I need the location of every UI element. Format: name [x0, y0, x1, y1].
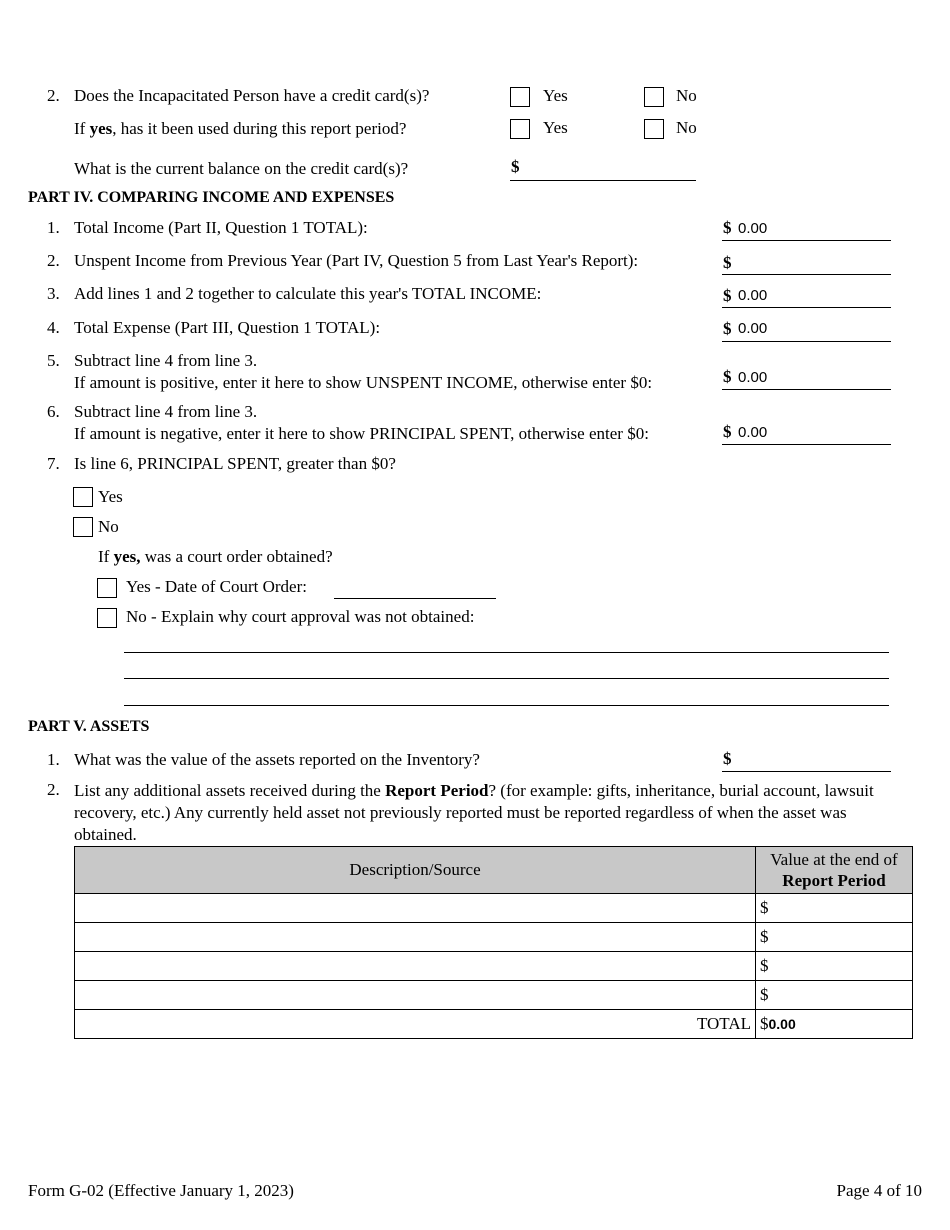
part4-item6-dollar: $ [723, 422, 732, 441]
part4-item2-dollar: $ [723, 253, 732, 272]
part4-item1-dollar: $ [723, 218, 732, 237]
court-no-checkbox[interactable] [97, 608, 117, 628]
credit-used-yes-checkbox[interactable] [510, 119, 530, 139]
value-column-header [756, 847, 913, 894]
explanation-line-3[interactable] [124, 689, 889, 706]
table-row [75, 952, 913, 981]
value-header-line1: Value at the end of [770, 850, 898, 869]
part4-item3-dollar: $ [723, 286, 732, 305]
additional-assets-table [74, 846, 913, 1039]
part4-item4-text: Total Expense (Part III, Question 1 TOTAL): [74, 318, 381, 337]
table-row [75, 923, 913, 952]
part4-item5-number: 5. [47, 351, 60, 370]
description-cell[interactable] [75, 894, 756, 923]
part4-item4-number: 4. [47, 318, 60, 337]
credit-used-no-checkbox[interactable] [644, 119, 664, 139]
description-cell[interactable] [75, 952, 756, 981]
part4-item3-text: Add lines 1 and 2 together to calculate this year's TOTAL INCOME: [74, 284, 542, 303]
part4-item2-text: Unspent Income from Previous Year (Part IV, Question 5 from Last Year's Report): [74, 251, 639, 270]
part4-item5-dollar: $ [723, 367, 732, 386]
credit-used-question [74, 119, 406, 139]
part4-item6-number: 6. [47, 402, 60, 421]
credit-used-post: , has it been used during this report period? [112, 119, 407, 138]
principal-yes-label: Yes [98, 487, 123, 506]
part4-item6-field[interactable] [722, 422, 891, 445]
principal-yes-checkbox[interactable] [73, 487, 93, 507]
credit-has-no-label: No [676, 86, 697, 105]
credit-balance-dollar: $ [511, 157, 520, 176]
part4-q7-text: Is line 6, PRINCIPAL SPENT, greater than $0? [74, 454, 396, 473]
part5-q2-bold: Report Period [385, 781, 489, 800]
part4-item3-field[interactable] [722, 285, 891, 308]
part4-item6-value: 0.00 [738, 424, 768, 441]
part4-item5-text: Subtract line 4 from line 3. [74, 351, 258, 370]
part5-q2-text [74, 780, 899, 846]
footer-page-number: Page 4 of 10 [836, 1181, 922, 1200]
court-order-question [98, 547, 333, 567]
part4-item4-value: 0.00 [738, 320, 768, 337]
court-no-label: No - Explain why court approval was not obtained: [126, 607, 475, 626]
part4-item4-field[interactable] [722, 318, 891, 342]
part5-q1-number: 1. [47, 750, 60, 769]
inventory-value-field[interactable] [722, 749, 891, 772]
value-cell[interactable]: $ [756, 981, 913, 1010]
part5-q2-number: 2. [47, 780, 60, 799]
court-q-post: was a court order obtained? [140, 547, 333, 566]
part4-heading: PART IV. COMPARING INCOME AND EXPENSES [28, 189, 395, 206]
total-label: TOTAL [75, 1010, 756, 1039]
part5-q2-pre: List any additional assets received during the [74, 781, 386, 800]
part4-item6-text2: If amount is negative, enter it here to show PRINCIPAL SPENT, otherwise enter $0: [74, 424, 649, 443]
credit-used-no-label: No [676, 118, 697, 137]
part5-q1-text: What was the value of the assets reported on the Inventory? [74, 750, 480, 769]
credit-used-bold: yes [89, 119, 113, 138]
explanation-line-1[interactable] [124, 636, 889, 653]
credit-q2-text: Does the Incapacitated Person have a credit card(s)? [74, 86, 430, 105]
part5-heading: PART V. ASSETS [28, 718, 150, 735]
part4-item6-text: Subtract line 4 from line 3. [74, 402, 258, 421]
total-value: 0.00 [768, 1016, 796, 1032]
part4-item2-number: 2. [47, 251, 60, 270]
table-row [75, 894, 913, 923]
principal-no-checkbox[interactable] [73, 517, 93, 537]
part5-q2-post: ? (for example: gifts, inheritance, burial account, lawsuit recovery, etc.) Any currently held asset not previously reported must be reported regardless of when the asset was obtained. [74, 781, 874, 844]
part4-item1-text: Total Income (Part II, Question 1 TOTAL): [74, 218, 368, 237]
inventory-value-dollar: $ [723, 749, 732, 768]
footer-form-id: Form G-02 (Effective January 1, 2023) [28, 1181, 294, 1200]
part4-item3-number: 3. [47, 284, 60, 303]
court-order-date-field[interactable] [334, 580, 496, 599]
table-total-row [75, 1010, 913, 1039]
value-cell[interactable]: $ [756, 894, 913, 923]
court-q-pre: If [98, 547, 114, 566]
part4-item3-value: 0.00 [738, 287, 768, 304]
part4-item5-text2: If amount is positive, enter it here to show UNSPENT INCOME, otherwise enter $0: [74, 373, 653, 392]
part4-item1-field[interactable] [722, 218, 891, 241]
part4-q7-number: 7. [47, 454, 60, 473]
credit-has-yes-label: Yes [543, 86, 568, 105]
credit-has-yes-checkbox[interactable] [510, 87, 530, 107]
description-cell[interactable] [75, 981, 756, 1010]
table-row [75, 981, 913, 1010]
description-column-header: Description/Source [75, 847, 756, 894]
table-header-row [75, 847, 913, 894]
part4-item2-field[interactable] [722, 252, 891, 275]
principal-no-label: No [98, 517, 119, 536]
part4-item5-value: 0.00 [738, 369, 768, 386]
description-cell[interactable] [75, 923, 756, 952]
explanation-line-2[interactable] [124, 662, 889, 679]
court-q-bold: yes, [113, 547, 141, 566]
total-dollar: $ [760, 1014, 769, 1033]
part4-item5-field[interactable] [722, 367, 891, 390]
value-cell[interactable]: $ [756, 952, 913, 981]
court-yes-label: Yes - Date of Court Order: [126, 577, 307, 596]
court-yes-checkbox[interactable] [97, 578, 117, 598]
credit-q2-number: 2. [47, 86, 60, 105]
credit-balance-question: What is the current balance on the credit card(s)? [74, 159, 409, 178]
credit-has-no-checkbox[interactable] [644, 87, 664, 107]
part4-item4-dollar: $ [723, 319, 732, 338]
value-header-line2: Report Period [782, 871, 886, 890]
part4-item1-number: 1. [47, 218, 60, 237]
total-value-cell [756, 1010, 913, 1039]
credit-used-yes-label: Yes [543, 118, 568, 137]
credit-used-pre: If [74, 119, 90, 138]
part4-item1-value: 0.00 [738, 220, 768, 237]
value-cell[interactable]: $ [756, 923, 913, 952]
credit-balance-field[interactable] [510, 162, 696, 181]
